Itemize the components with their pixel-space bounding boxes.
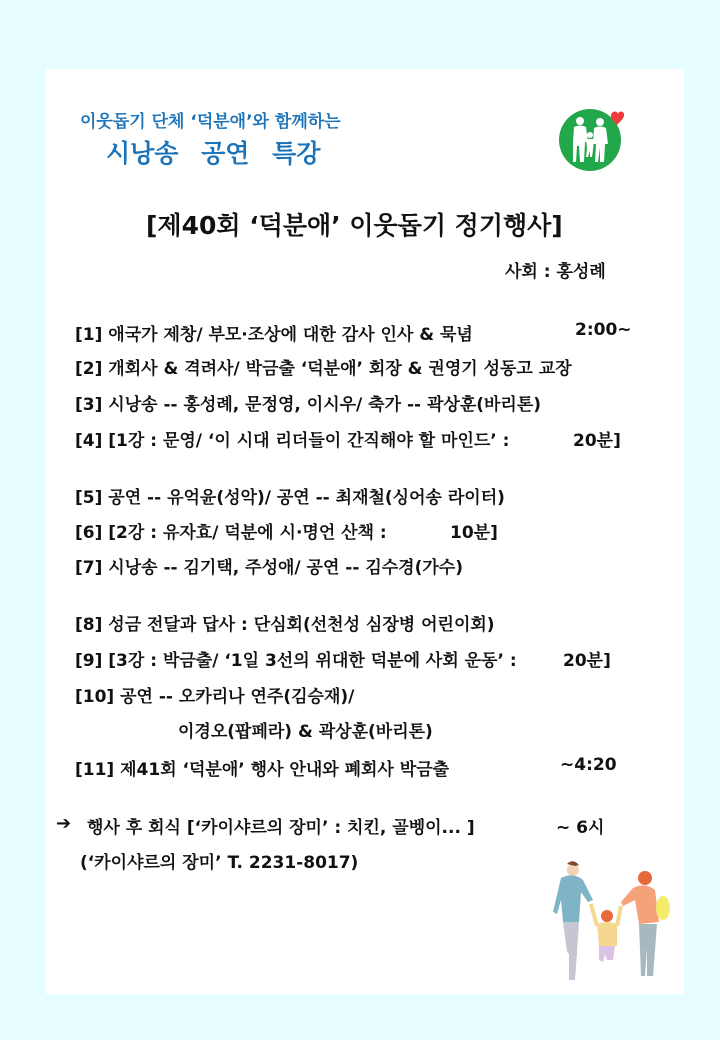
program-item-3: [3] 시낭송 -- 홍성례, 문정영, 이시우/ 축가 -- 곽상훈(바리톤) (75, 395, 542, 415)
event-subtitle: 이웃돕기 단체 ‘덕분애’와 함께하는 (80, 112, 341, 132)
program-item-10: [10] 공연 -- 오카리나 연주(김승재)/ (75, 687, 355, 707)
event-headline: 시낭송 공연 특강 (106, 139, 321, 168)
program-item-4: [4] [1강 : 문영/ ‘이 시대 리더들이 간직해야 할 마인드’ : (75, 431, 510, 451)
after-party-time: ~ 6시 (556, 818, 605, 838)
host-label: 사회 : 홍성례 (505, 262, 606, 282)
program-item-2: [2] 개회사 & 격려사/ 박금출 ‘덕분애’ 회장 & 권영기 성동고 교장 (75, 359, 572, 379)
arrow-right-icon: ➔ (56, 813, 72, 834)
program-item-6: [6] [2강 : 유자효/ 덕분에 시·명언 산책 : (75, 523, 387, 543)
family-heart-logo-icon (556, 102, 628, 174)
program-time-9: 20분] (563, 651, 611, 671)
program-item-7: [7] 시낭송 -- 김기택, 주성애/ 공연 -- 김수경(가수) (75, 558, 463, 578)
after-party-text: 행사 후 회식 [‘카이샤르의 장미’ : 치킨, 골벵이... ] (87, 818, 475, 838)
program-item-11: [11] 제41회 ‘덕분애’ 행사 안내와 폐회사 박금출 (75, 760, 450, 780)
program-time-1: 2:00~ (575, 320, 632, 340)
program-item-10-continued: 이경오(팝페라) & 곽상훈(바리톤) (178, 722, 433, 742)
program-time-6: 10분] (450, 523, 498, 543)
program-item-5: [5] 공연 -- 유억윤(성악)/ 공연 -- 최재철(싱어송 라이터) (75, 488, 505, 508)
program-item-8: [8] 성금 전달과 답사 : 단심회(선천성 심장병 어린이회) (75, 615, 495, 635)
program-item-9: [9] [3강 : 박금출/ ‘1일 3선의 위대한 덕분에 사회 운동’ : (75, 651, 517, 671)
program-time-4: 20분] (573, 431, 621, 451)
restaurant-contact: (‘카이샤르의 장미’ T. 2231-8017) (80, 853, 359, 873)
event-title: [제40회 ‘덕분애’ 이웃돕기 정기행사] (146, 211, 563, 240)
program-time-11: ~4:20 (560, 755, 617, 775)
program-item-1: [1] 애국가 제창/ 부모·조상에 대한 감사 인사 & 묵념 (75, 325, 473, 345)
family-walking-illustration (535, 852, 685, 992)
